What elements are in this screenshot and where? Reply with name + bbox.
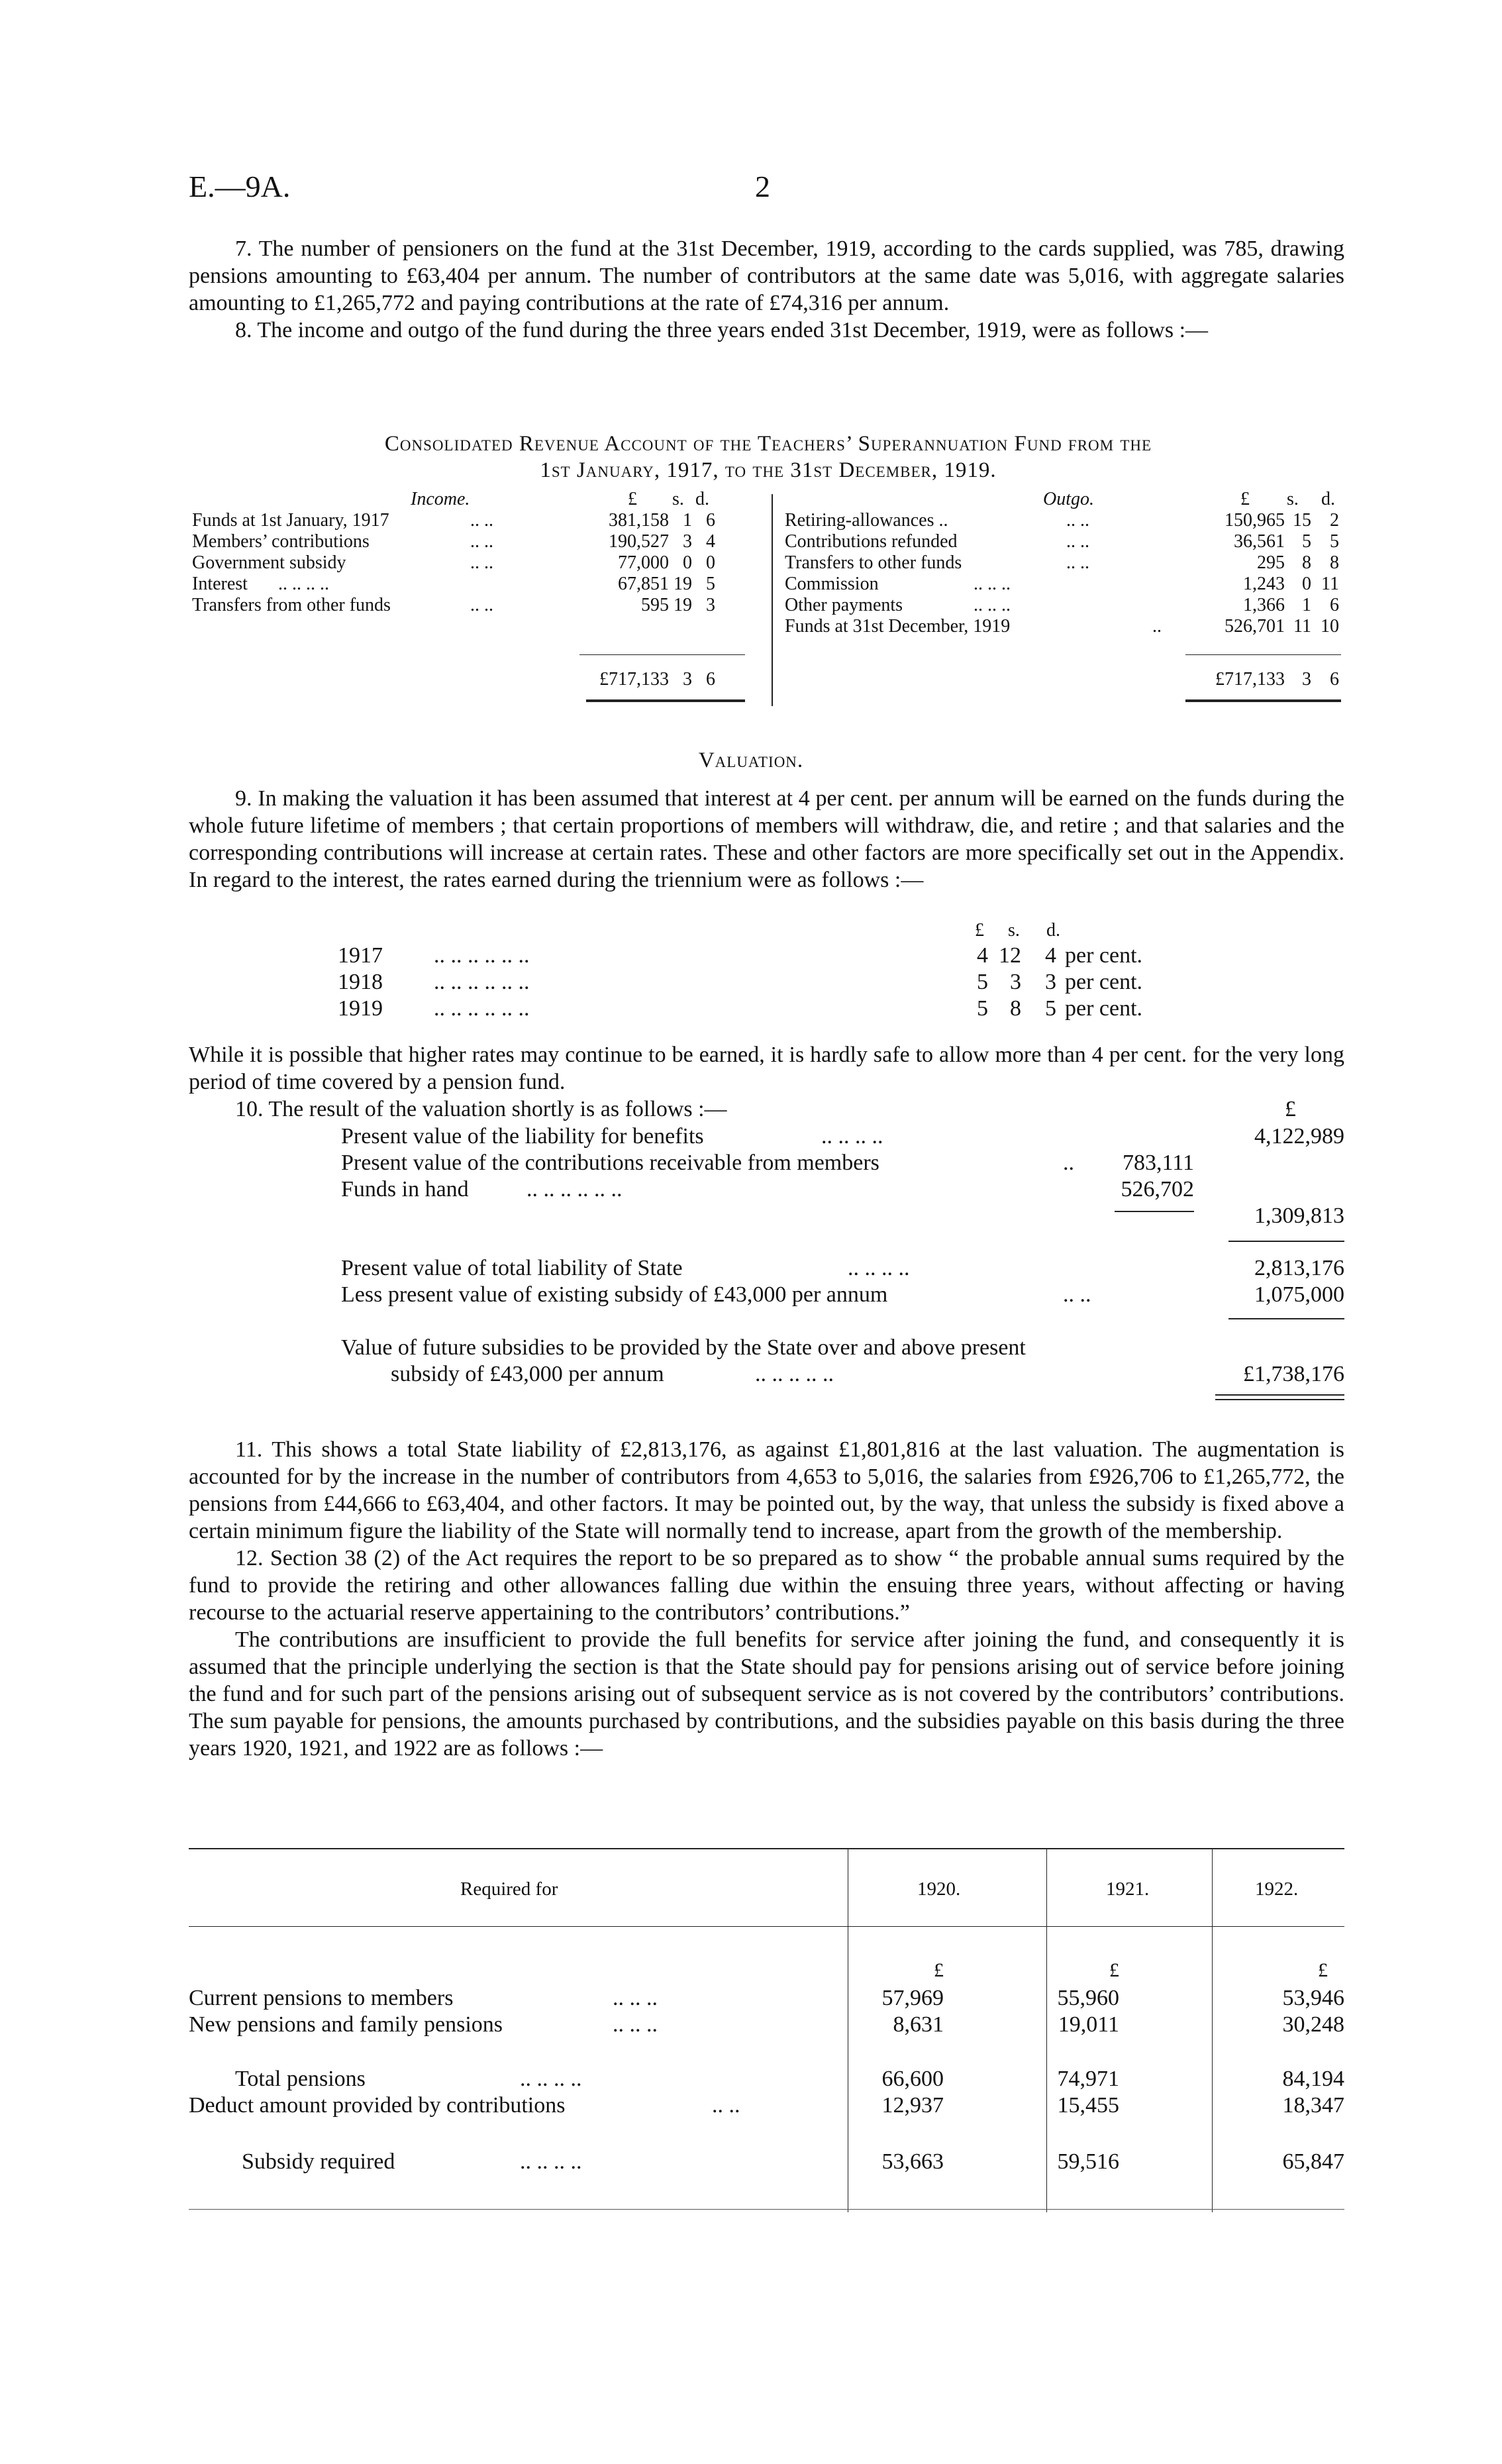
outgo-pence: 5	[1330, 531, 1339, 552]
outgo-pence-header: d.	[1321, 489, 1335, 509]
rate-pence: 3	[1045, 970, 1056, 994]
income-pounds: 67,851	[618, 574, 669, 594]
outgo-pounds: 1,366	[1243, 595, 1285, 615]
leader-dots: .. .. .. ..	[848, 1256, 910, 1280]
income-pence: 0	[706, 552, 715, 573]
outgo-shillings: 0	[1302, 574, 1311, 594]
outgo-label: Retiring-allowances ..	[785, 510, 948, 531]
subsidy-table	[189, 1848, 1344, 2219]
pound-sign-1922: £	[1318, 1959, 1328, 1981]
rate-row	[338, 969, 1265, 996]
income-pounds: 595	[641, 595, 669, 615]
leader-dots: .. ..	[470, 552, 493, 573]
income-shillings: 1	[683, 510, 692, 531]
income-pound-header: £	[628, 489, 637, 509]
leader-dots: .. .. .. ..	[278, 574, 329, 594]
income-pence-header: d.	[695, 489, 709, 509]
rate-row	[338, 943, 1265, 969]
value-1920: 66,600	[881, 2067, 944, 2091]
income-shillings: 19	[674, 595, 692, 615]
outgo-pounds: 295	[1257, 552, 1285, 573]
outgo-label: Other payments	[785, 595, 903, 615]
leader-dots: ..	[1063, 1151, 1074, 1175]
value-1920: 8,631	[893, 2012, 944, 2037]
outgo-shillings: 5	[1302, 531, 1311, 552]
rate-year: 1918	[338, 970, 383, 994]
valuation-heading: Valuation.	[698, 748, 804, 772]
income-total-double-rule	[586, 699, 745, 702]
leader-dots: .. .. .. .. .. ..	[434, 970, 530, 994]
income-pounds: 381,158	[609, 510, 669, 531]
paragraph-11-12-block	[189, 1436, 1344, 1762]
outgo-pence: 8	[1330, 552, 1339, 573]
rates-pound-header: £	[975, 920, 984, 941]
outgo-total-rule	[1185, 654, 1341, 655]
existing-subsidy-label: Less present value of existing subsidy of £43,000 per annum	[341, 1282, 888, 1307]
valuation-row	[189, 1123, 1344, 1150]
column-header-1920: 1920.	[917, 1878, 961, 1900]
paragraph-12: 12. Section 38 (2) of the Act requires the report to be so prepared as to show “ the probable annual sums required by the fund to provide the retiring and other allowances falling due within the ensuing three years, without affecting or having recourse to the actuarial reserve appertaining to the contributors’ contributions.”	[189, 1546, 1344, 1625]
leader-dots: .. ..	[1066, 531, 1089, 552]
leader-dots: .. .. ..	[613, 2012, 658, 2037]
outgo-row	[192, 574, 1344, 595]
income-heading: Income.	[411, 489, 470, 509]
subtotal-under-rule	[1228, 1241, 1344, 1242]
outgo-shillings: 1	[1302, 595, 1311, 615]
outgo-label: Contributions refunded	[785, 531, 958, 552]
outgo-total-double-rule	[1185, 699, 1341, 702]
valuation-row	[189, 1176, 1344, 1203]
income-label: Transfers from other funds	[192, 595, 391, 615]
outgo-label: Funds at 31st December, 1919	[785, 616, 1011, 637]
income-label: Funds at 1st January, 1917	[192, 510, 389, 531]
revenue-account-table	[192, 489, 1344, 707]
table-header-rule	[189, 1926, 1344, 1927]
account-title-line-2: 1st January, 1917, to the 31st December, 1919.	[540, 458, 997, 482]
income-shillings: 3	[683, 531, 692, 552]
outgo-total-pence: 6	[1330, 669, 1339, 690]
column-header-1921: 1921.	[1106, 1878, 1150, 1900]
outgo-label: Commission	[785, 574, 879, 594]
valuation-row	[189, 1203, 1344, 1229]
paragraph-9b-block	[189, 1041, 1344, 1096]
leader-dots: ..	[1152, 616, 1162, 637]
leader-dots: .. .. .. ..	[520, 2149, 582, 2174]
leader-dots: .. .. ..	[974, 574, 1011, 594]
income-total-shillings: 3	[683, 669, 692, 690]
state-liability-label: Present value of total liability of State	[341, 1256, 683, 1280]
value-1922: 53,946	[1282, 1986, 1344, 2010]
income-pounds: 190,527	[609, 531, 669, 552]
outgo-pence: 11	[1321, 574, 1339, 594]
outgo-row	[192, 510, 1344, 531]
leader-dots: .. ..	[470, 531, 493, 552]
account-title-line-1: Consolidated Revenue Account of the Teachers’ Superannuation Fund from the	[384, 432, 1152, 456]
outgo-heading: Outgo.	[1043, 489, 1094, 509]
leader-dots: .. ..	[1066, 552, 1089, 573]
outgo-pence: 10	[1321, 616, 1339, 637]
rate-unit: per cent.	[1065, 996, 1143, 1021]
outgo-pounds: 526,701	[1225, 616, 1285, 637]
rate-shillings: 12	[999, 943, 1021, 968]
page-number: 2	[755, 170, 770, 203]
valuation-result	[189, 1096, 1344, 1408]
value-1922: 18,347	[1282, 2093, 1344, 2118]
valuation-row	[189, 1361, 1344, 1388]
income-pence: 6	[706, 510, 715, 531]
leader-dots: .. .. .. .. .. ..	[434, 943, 530, 968]
table-row	[189, 2093, 1344, 2120]
rate-year: 1917	[338, 943, 383, 968]
future-subsidies-label: Value of future subsidies to be provided by the State over and above present	[341, 1335, 1026, 1360]
value-1921: 55,960	[1057, 1986, 1119, 2010]
pound-sign-1920: £	[934, 1959, 944, 1981]
liability-value: 4,122,989	[1254, 1124, 1344, 1149]
outgo-pounds: 36,561	[1234, 531, 1285, 552]
subtotal-value: 1,309,813	[1254, 1204, 1344, 1228]
rate-shillings: 8	[1010, 996, 1021, 1021]
leader-dots: .. ..	[712, 2093, 740, 2118]
table-row	[189, 1986, 1344, 2012]
outgo-shillings: 8	[1302, 552, 1311, 573]
column-header-1922: 1922.	[1255, 1878, 1299, 1900]
income-shillings: 19	[674, 574, 692, 594]
paragraph-block-7-8	[189, 235, 1344, 344]
value-1921: 15,455	[1057, 2093, 1119, 2118]
table-bottom-rule	[189, 2209, 1344, 2210]
income-shilling-header: s.	[672, 489, 684, 509]
future-subsidies-value: £1,738,176	[1243, 1362, 1344, 1386]
rates-pence-header: d.	[1046, 920, 1060, 941]
outgo-label: Transfers to other funds	[785, 552, 962, 573]
value-1922: 30,248	[1282, 2012, 1344, 2037]
income-total-rule	[579, 654, 745, 655]
value-1921: 19,011	[1058, 2012, 1119, 2037]
leader-dots: .. ..	[470, 595, 493, 615]
outgo-shillings: 11	[1293, 616, 1311, 637]
future-subsidies-label-cont: subsidy of £43,000 per annum	[391, 1362, 664, 1386]
leader-dots: .. .. .. .. .. ..	[526, 1177, 623, 1202]
leader-dots: .. .. ..	[974, 595, 1011, 615]
rates-shilling-header: s.	[1008, 920, 1020, 941]
income-pence: 4	[706, 531, 715, 552]
income-label: Members’ contributions	[192, 531, 370, 552]
valuation-row	[189, 1282, 1344, 1308]
outgo-row	[192, 531, 1344, 552]
paragraph-12b: The contributions are insufficient to provide the full benefits for service after joining the fund, and consequently it is assumed that the principle underlying the section is that the State should pay for pensions arising out of service before joining the fund and for such part of the pensions arising out of subsequent service as is not covered by the contributors’ contributions. The sum payable for pensions, the amounts purchased by contributions, and the subsidies payable on this basis during the three years 1920, 1921, and 1922 are as follows :—	[189, 1627, 1344, 1761]
table-row	[189, 2067, 1344, 2093]
paragraph-8: 8. The income and outgo of the fund during the three years ended 31st December, 1919, were as follows :—	[235, 318, 1209, 342]
leader-dots: .. .. .. .. .. ..	[434, 996, 530, 1021]
rate-pence: 5	[1045, 996, 1056, 1021]
value-1921: 74,971	[1057, 2067, 1119, 2091]
difference-rule	[1228, 1318, 1344, 1319]
totals-row	[192, 669, 1344, 690]
valuation-row	[189, 1255, 1344, 1282]
final-rule-2	[1215, 1399, 1344, 1400]
document-code: E.—9A.	[189, 170, 291, 203]
value-1920: 57,969	[881, 1986, 944, 2010]
leader-dots: .. .. .. ..	[821, 1124, 883, 1149]
row-label: New pensions and family pensions	[189, 2012, 503, 2037]
rate-unit: per cent.	[1065, 943, 1143, 968]
outgo-pence: 6	[1330, 595, 1339, 615]
leader-dots: .. ..	[1066, 510, 1089, 531]
row-label: Deduct amount provided by contributions	[189, 2093, 566, 2118]
table-row	[189, 2012, 1344, 2039]
leader-dots: .. ..	[470, 510, 493, 531]
interest-rates-table	[338, 917, 1265, 1027]
existing-subsidy-value: 1,075,000	[1254, 1282, 1344, 1307]
contributions-value: 783,111	[1123, 1151, 1194, 1175]
pound-sign-1921: £	[1109, 1959, 1119, 1981]
paragraph-7: 7. The number of pensioners on the fund at the 31st December, 1919, according to the cards supplied, was 785, drawing pensions amounting to £63,404 per annum. The number of contributors at the same date was 5,016, with aggregate salaries amounting to £1,265,772 and paying contributions at the rate of £74,316 per annum.	[189, 236, 1344, 315]
rate-shillings: 3	[1010, 970, 1021, 994]
rate-pounds: 5	[977, 996, 988, 1021]
outgo-row	[192, 616, 1344, 637]
row-label: Total pensions	[235, 2067, 366, 2091]
income-label: Interest	[192, 574, 248, 594]
rate-pence: 4	[1045, 943, 1056, 968]
valuation-row	[189, 1150, 1344, 1176]
outgo-total-pounds: £717,133	[1215, 669, 1285, 690]
value-1922: 84,194	[1282, 2067, 1344, 2091]
row-label: Current pensions to members	[189, 1986, 454, 2010]
outgo-shillings: 15	[1293, 510, 1311, 531]
outgo-pounds: 1,243	[1243, 574, 1285, 594]
table-top-rule	[189, 1848, 1344, 1849]
value-1922: 65,847	[1282, 2149, 1344, 2174]
income-pence: 3	[706, 595, 715, 615]
income-total-pence: 6	[706, 669, 715, 690]
valuation-pound-header: £	[1285, 1097, 1296, 1121]
valuation-intro: 10. The result of the valuation shortly is as follows :—	[235, 1097, 727, 1121]
value-1921: 59,516	[1057, 2149, 1119, 2174]
value-1920: 53,663	[881, 2149, 944, 2174]
liability-label: Present value of the liability for benefits	[341, 1124, 704, 1149]
contributions-label: Present value of the contributions receivable from members	[341, 1151, 879, 1175]
income-total-pounds: £717,133	[599, 669, 669, 690]
outgo-total-shillings: 3	[1302, 669, 1311, 690]
income-pounds: 77,000	[618, 552, 669, 573]
valuation-row	[189, 1335, 1344, 1361]
leader-dots: .. ..	[1063, 1282, 1091, 1307]
paragraph-9-block	[189, 785, 1344, 894]
rate-pounds: 4	[977, 943, 988, 968]
outgo-pounds: 150,965	[1225, 510, 1285, 531]
final-rule-1	[1215, 1394, 1344, 1396]
outgo-row	[192, 552, 1344, 574]
value-1920: 12,937	[881, 2093, 944, 2118]
funds-in-hand-value: 526,702	[1121, 1177, 1194, 1202]
outgo-pound-header: £	[1240, 489, 1250, 509]
leader-dots: .. .. .. ..	[520, 2067, 582, 2091]
row-label: Subsidy required	[242, 2149, 395, 2174]
rate-year: 1919	[338, 996, 383, 1021]
state-liability-value: 2,813,176	[1254, 1256, 1344, 1280]
outgo-row	[192, 595, 1344, 616]
income-label: Government subsidy	[192, 552, 346, 573]
column-header-required-for: Required for	[460, 1878, 558, 1900]
outgo-shilling-header: s.	[1287, 489, 1299, 509]
funds-in-hand-label: Funds in hand	[341, 1177, 469, 1202]
leader-dots: .. .. .. .. ..	[755, 1362, 834, 1386]
income-pence: 5	[706, 574, 715, 594]
rate-pounds: 5	[977, 970, 988, 994]
outgo-pence: 2	[1330, 510, 1339, 531]
income-shillings: 0	[683, 552, 692, 573]
paragraph-9: 9. In making the valuation it has been assumed that interest at 4 per cent. per annum will be earned on the funds during the whole future lifetime of members ; that certain proportions of members will withdraw, die, and retire ; and that salaries and the corresponding contributions will increase at certain rates. These and other factors are more specifically set out in the Appendix. In regard to the interest, the rates earned during the triennium were as follows :—	[189, 786, 1344, 892]
paragraph-11: 11. This shows a total State liability of £2,813,176, as against £1,801,816 at the last valuation. The augmentation is accounted for by the increase in the number of contributors from 4,653 to 5,016, the salaries from £926,706 to £1,265,772, the pensions from £44,666 to £63,404, and other factors. It may be pointed out, by the way, that unless the subsidy is fixed above a certain minimum figure the liability of the State will normally tend to increase, apart from the growth of the membership.	[189, 1437, 1344, 1543]
table-row	[189, 2149, 1344, 2176]
rate-unit: per cent.	[1065, 970, 1143, 994]
paragraph-9b: While it is possible that higher rates may continue to be earned, it is hardly safe to allow more than 4 per cent. for the very long period of time covered by a pension fund.	[189, 1043, 1344, 1094]
leader-dots: .. .. ..	[613, 1986, 658, 2010]
rate-row	[338, 996, 1265, 1022]
